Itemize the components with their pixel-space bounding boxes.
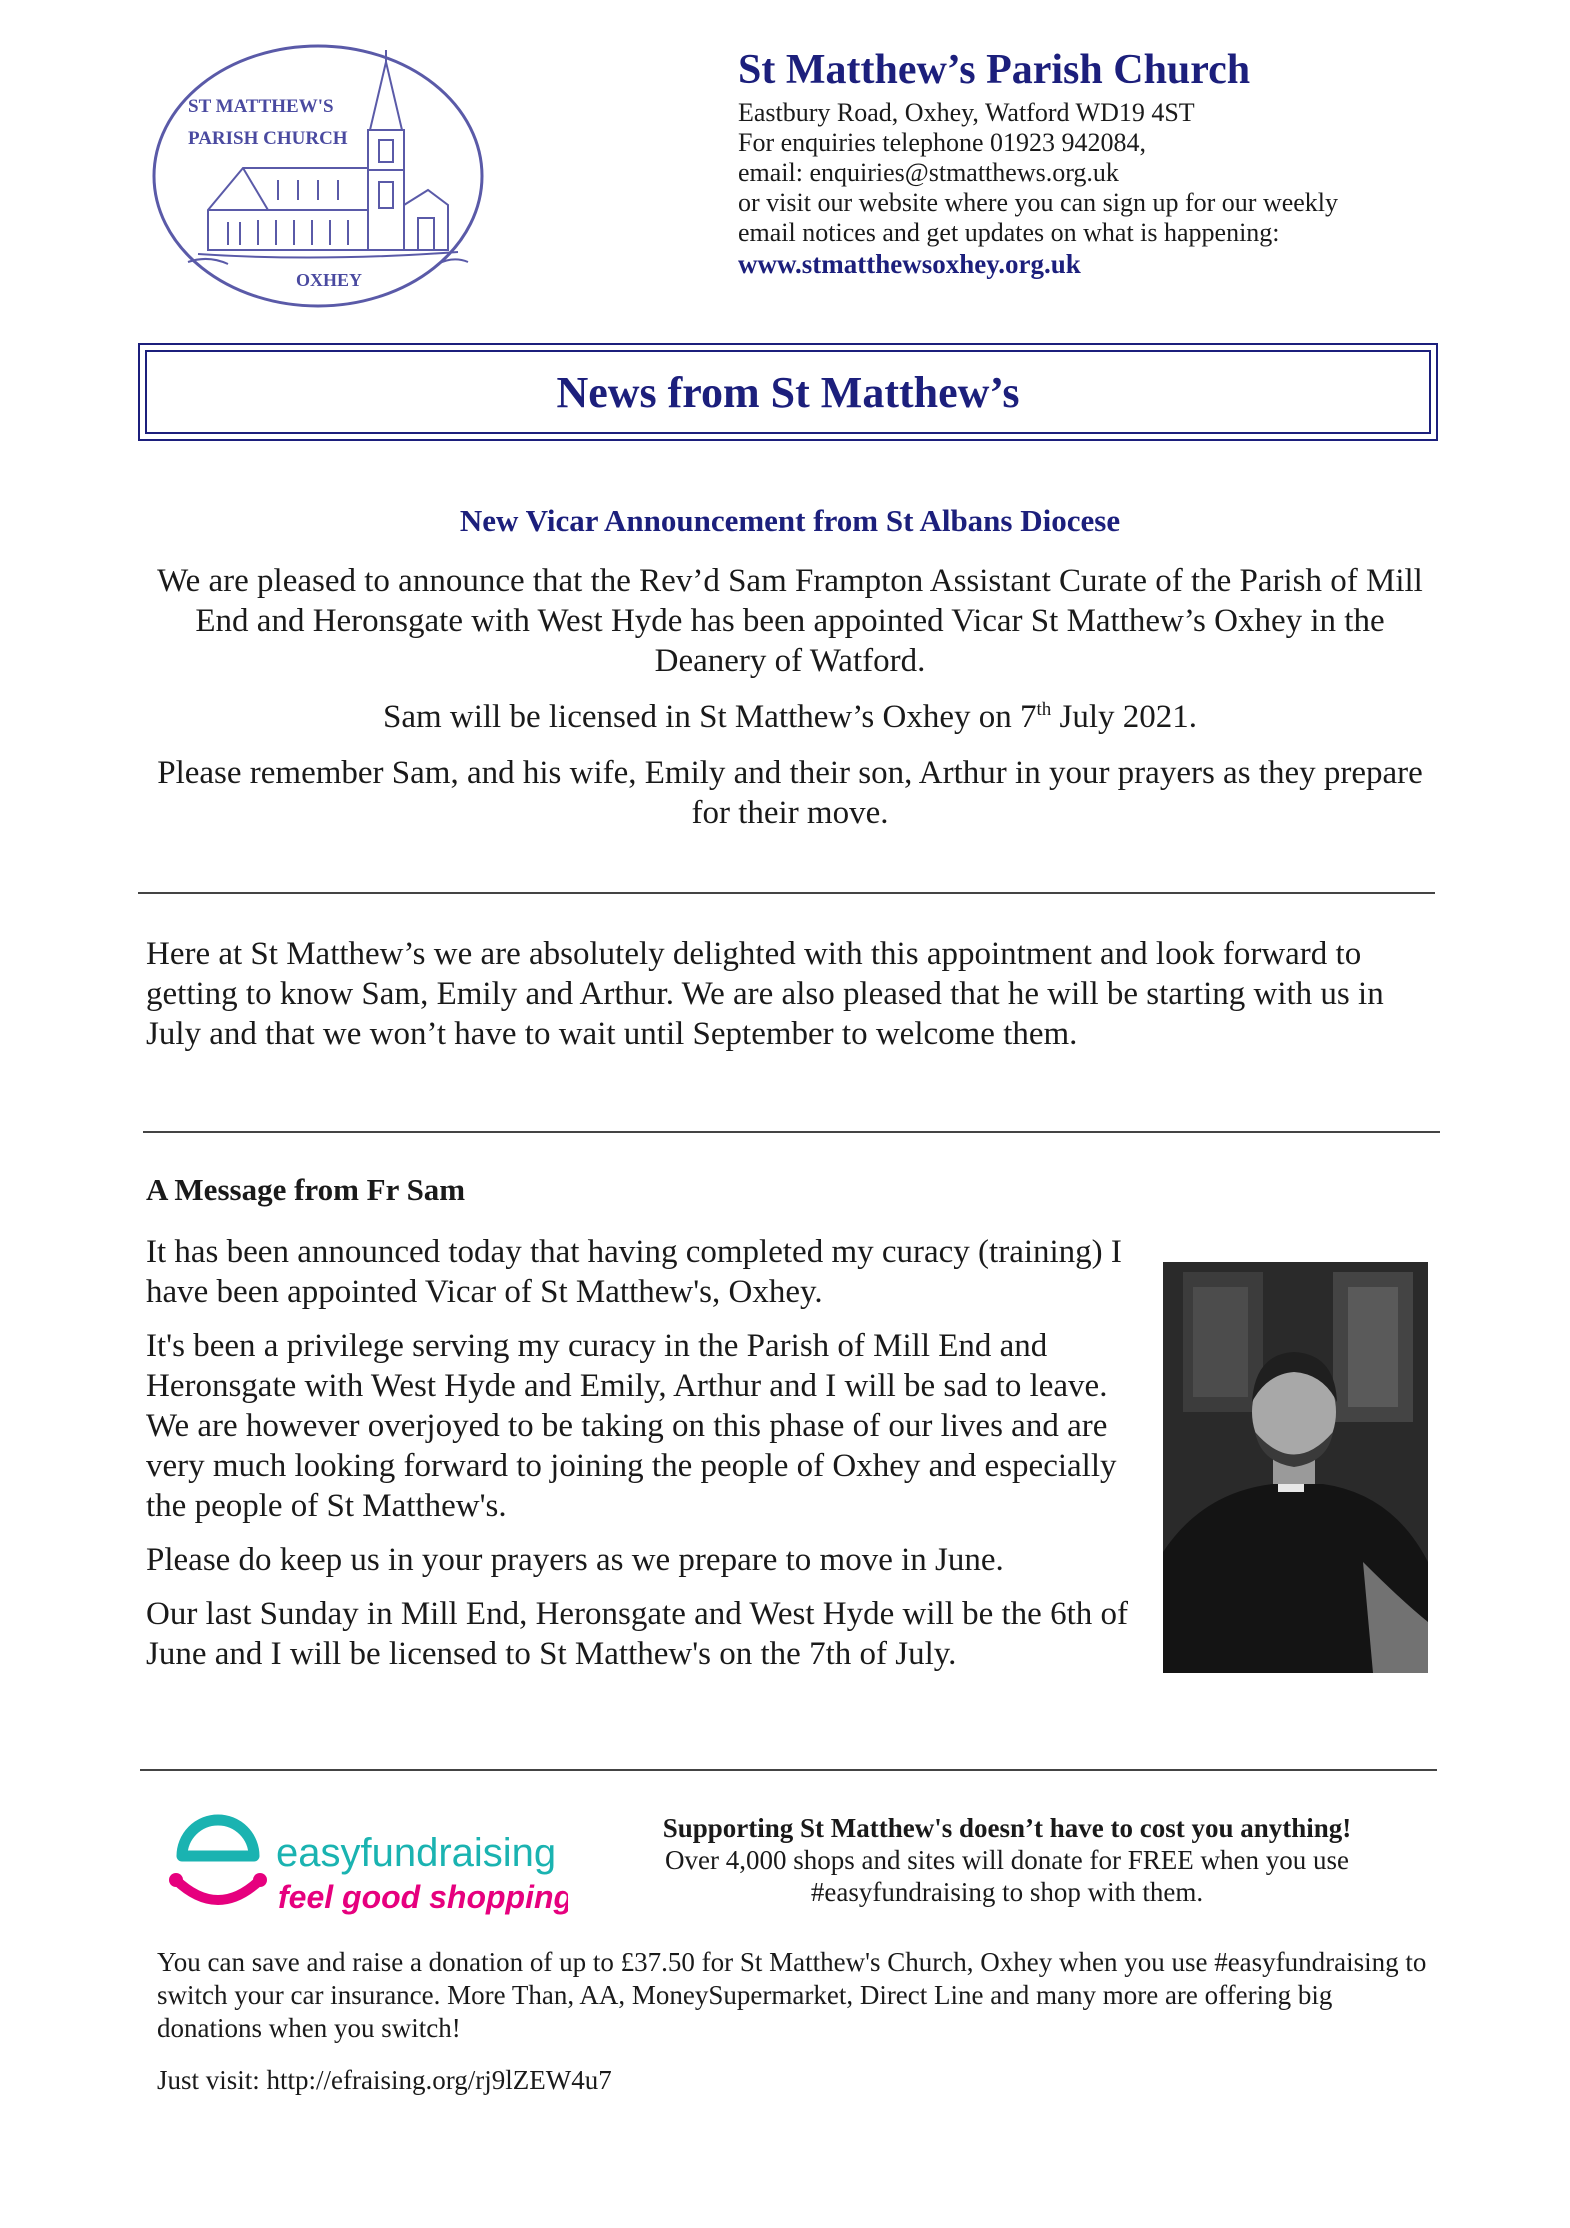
section-divider (138, 892, 1435, 894)
logo-text-line1: ST MATTHEW'S (188, 96, 334, 117)
website-intro-line2: email notices and get updates on what is happening: (738, 218, 1280, 248)
message-body (146, 1232, 1156, 1688)
vicar-photo (1163, 1262, 1428, 1673)
easyfundraising-tagline: feel good shopping (278, 1879, 568, 1915)
easyfundraising-logo-graphic (168, 1808, 568, 1928)
message-paragraph-4: Our last Sunday in Mill End, Heronsgate and West Hyde will be the 6th of June and I will be licensed to St Matthew's on the 7th of July. (146, 1596, 1128, 1672)
section-divider (143, 1131, 1440, 1133)
newsletter-title-inner (145, 350, 1431, 434)
announcement-paragraph-2 (140, 697, 1440, 737)
message-heading: A Message from Fr Sam (146, 1172, 466, 1207)
welcome-paragraph: Here at St Matthew’s we are absolutely delighted with this appointment and look forward to getting to know Sam, Emily and Arthur. We are also pleased that he will be starting with us in July and that we won’t have to wait until September to welcome them. (146, 936, 1384, 1052)
easyfundraising-body: You can save and raise a donation of up to £37.50 for St Matthew's Church, Oxhey when you use #easyfundraising to switch your car insurance. More Than, AA, MoneySupermarket, Direct Line and many more are offering big donations when you switch! (157, 1947, 1427, 2043)
easyfundraising-promo (586, 1812, 1428, 1908)
promo-line-3: #easyfundraising to shop with them. (810, 1877, 1204, 1907)
promo-line-2: Over 4,000 shops and sites will donate for FREE when you use (665, 1845, 1349, 1875)
promo-headline: Supporting St Matthew's doesn’t have to cost you anything! (662, 1813, 1352, 1843)
logo-text-place: OXHEY (296, 270, 363, 290)
vicar-photo-graphic (1163, 1262, 1428, 1673)
announcement-heading: New Vicar Announcement from St Albans Diocese (459, 503, 1121, 538)
message-paragraph-1: It has been announced today that having completed my curacy (training) I have been appointed Vicar of St Matthew's, Oxhey. (146, 1234, 1122, 1310)
church-contact-block (738, 46, 1518, 280)
church-email[interactable]: email: enquiries@stmatthews.org.uk (738, 158, 1119, 188)
licensing-text: Sam will be licensed in St Matthew’s Oxhey on 7 (382, 699, 1037, 735)
logo-text-line2: PARISH CHURCH (188, 128, 348, 149)
vicar-announcement (140, 503, 1440, 849)
church-phone: For enquiries telephone 01923 942084, (738, 128, 1146, 158)
church-name: St Matthew’s Parish Church (738, 47, 1251, 93)
church-logo (148, 40, 488, 312)
easyfundraising-logo[interactable] (168, 1808, 568, 1928)
newsletter-title-box (138, 343, 1438, 441)
newsletter-title: News from St Matthew’s (556, 367, 1020, 417)
section-divider (140, 1769, 1437, 1771)
message-paragraph-2: It's been a privilege serving my curacy in the Parish of Mill End and Heronsgate with West Hyde and Emily, Arthur and I will be sad to leave. We are however overjoyed to be taking on this phase of our lives and are very much looking forward to joining the people of Oxhey and especially the people of St Matthew's. (146, 1328, 1117, 1524)
website-intro-line1: or visit our website where you can sign up for our weekly (738, 188, 1339, 218)
church-address: Eastbury Road, Oxhey, Watford WD19 4ST (738, 98, 1195, 128)
easyfundraising-link[interactable]: Just visit: http://efraising.org/rj9lZEW4u7 (157, 2065, 612, 2095)
message-paragraph-3: Please do keep us in your prayers as we prepare to move in June. (146, 1542, 1004, 1578)
church-logo-graphic (148, 40, 488, 312)
announcement-paragraph-3: Please remember Sam, and his wife, Emily and their son, Arthur in your prayers as they prepare for their move. (157, 755, 1423, 831)
licensing-date-text: July 2021. (1051, 699, 1198, 735)
easyfundraising-wordmark: easyfundraising (276, 1831, 557, 1875)
date-suffix: th (1036, 699, 1052, 720)
announcement-paragraph-1: We are pleased to announce that the Rev’d Sam Frampton Assistant Curate of the Parish of Mill End and Heronsgate with West Hyde has been appointed Vicar St Matthew’s Oxhey in the Deanery of Watford. (157, 563, 1423, 679)
website-link[interactable]: www.stmatthewsoxhey.org.uk (738, 249, 1081, 280)
